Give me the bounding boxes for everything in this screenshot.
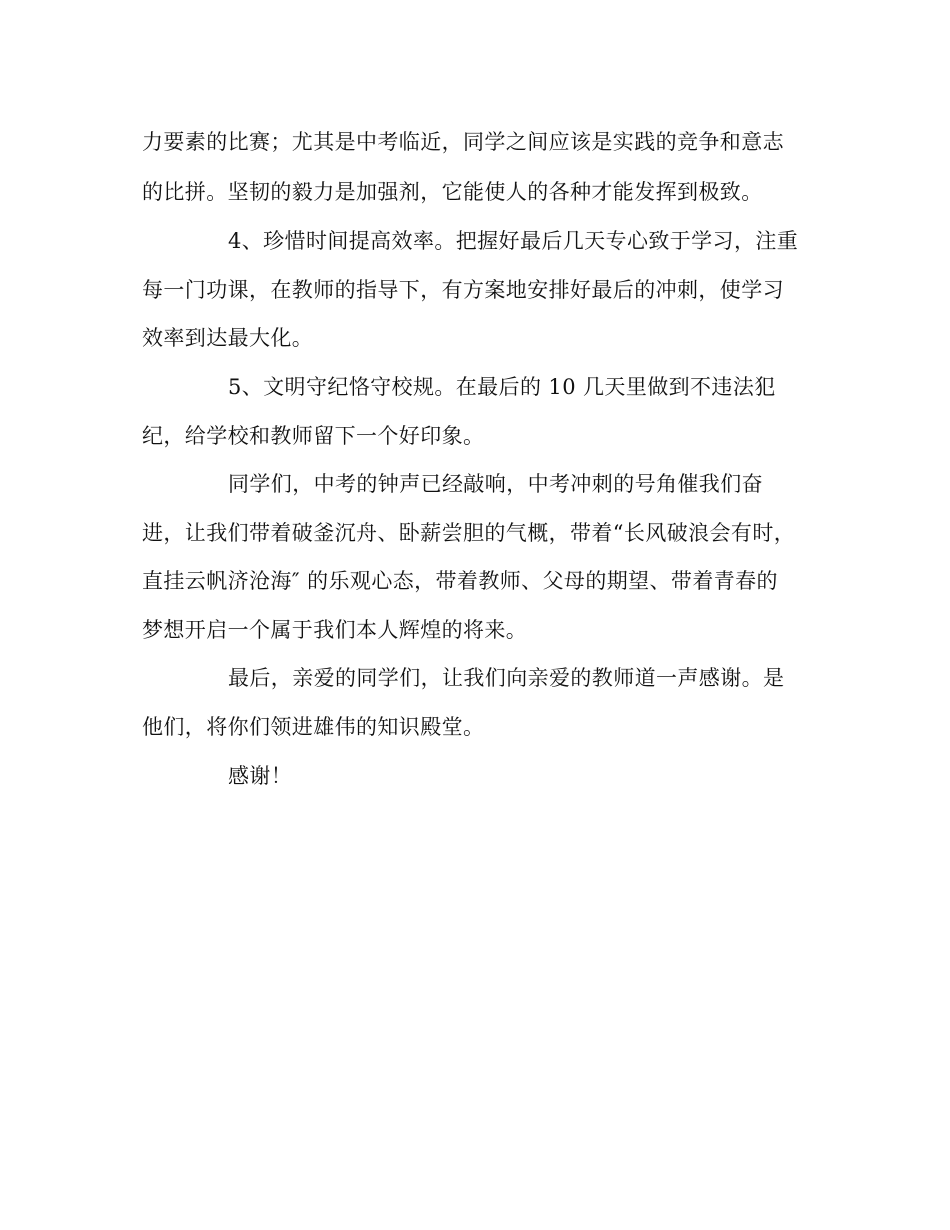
paragraph-line: 他们，将你们领进雄伟的知识殿堂。	[142, 715, 485, 739]
closing-thanks: 感谢！	[228, 764, 293, 788]
paragraph-line-item-5: 5、文明守纪恪守校规。在最后的 10 几天里做到不违法犯	[228, 375, 776, 399]
paragraph-line: 梦想开启一个属于我们本人辉煌的将来。	[142, 618, 528, 642]
paragraph-line-classmates: 同学们，中考的钟声已经敲响，中考冲刺的号角催我们奋	[228, 472, 763, 496]
paragraph-line: 的比拼。坚韧的毅力是加强剂，它能使人的各种才能发挥到极致。	[142, 180, 763, 204]
paragraph-line-item-4: 4、珍惜时间提高效率。把握好最后几天专心致于学习，注重	[228, 229, 799, 253]
paragraph-line: 效率到达最大化。	[142, 326, 314, 350]
paragraph-line: 进，让我们带着破釜沉舟、卧薪尝胆的气概，带着“长风破浪会有时，	[142, 521, 796, 545]
paragraph-line-finally: 最后，亲爱的同学们，让我们向亲爱的教师道一声感谢。是	[228, 666, 785, 690]
paragraph-line: 纪，给学校和教师留下一个好印象。	[142, 424, 485, 448]
paragraph-line: 每一门功课，在教师的指导下，有方案地安排好最后的冲刺，使学习	[142, 278, 784, 302]
paragraph-line: 直挂云帆济沧海″ 的乐观心态，带着教师、父母的期望、带着青春的	[142, 569, 778, 593]
paragraph-line: 力要素的比赛；尤其是中考临近，同学之间应该是实践的竞争和意志	[142, 130, 784, 154]
